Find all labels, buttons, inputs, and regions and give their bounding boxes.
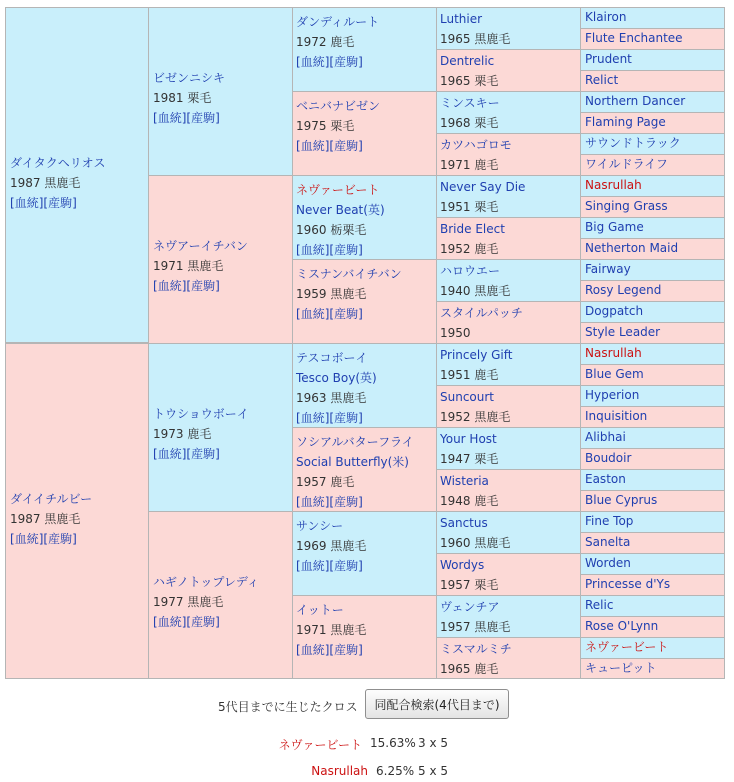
gen4-name[interactable]: ミスマルミチ bbox=[440, 642, 512, 656]
gen1-sire-coat: 黒鹿毛 bbox=[44, 176, 81, 190]
gen4-year: 1971 bbox=[440, 158, 471, 172]
gen4-name[interactable]: カツハゴロモ bbox=[440, 138, 512, 152]
gen5-cell bbox=[580, 217, 725, 239]
gen5-cell bbox=[580, 175, 725, 197]
gen4-cell bbox=[436, 7, 581, 50]
gen4-cell bbox=[436, 469, 581, 512]
gen2-foals-link[interactable]: 産駒 bbox=[191, 279, 216, 293]
gen4-cell bbox=[436, 343, 581, 386]
gen1-dam-year: 1987 bbox=[10, 512, 41, 526]
gen5-name[interactable]: Princesse d'Ys bbox=[585, 577, 671, 591]
gen2-coat: 黒鹿毛 bbox=[187, 595, 224, 609]
gen5-name[interactable]: Worden bbox=[585, 556, 631, 570]
gen4-name[interactable]: Your Host bbox=[440, 432, 497, 446]
gen4-coat: 鹿毛 bbox=[474, 494, 499, 508]
gen5-name-cross[interactable]: ネヴァービート bbox=[585, 640, 669, 654]
gen4-coat: 鹿毛 bbox=[474, 158, 499, 172]
gen5-cell bbox=[580, 112, 725, 134]
gen3-foals-link[interactable]: 産駒 bbox=[334, 643, 359, 657]
cross-label: 5代目までに生じたクロス bbox=[218, 700, 358, 714]
same-breeding-search-button[interactable]: 同配合検索(4代目まで) bbox=[365, 689, 509, 719]
gen4-name[interactable]: Wordys bbox=[440, 558, 485, 572]
gen1-dam-pedigree-link[interactable]: 血統 bbox=[14, 532, 39, 546]
gen3-name[interactable]: サンシー bbox=[296, 519, 344, 533]
gen3-year: 1959 bbox=[296, 287, 327, 301]
gen4-name[interactable]: ハロウエー bbox=[440, 264, 501, 278]
gen3-cell: ミスナンバイチバン 1959 黒鹿毛 [血統][産駒] bbox=[292, 259, 437, 344]
gen5-name[interactable]: Dogpatch bbox=[585, 304, 644, 318]
gen4-cell bbox=[436, 49, 581, 92]
gen5-cell bbox=[580, 259, 725, 281]
gen4-cell bbox=[436, 553, 581, 596]
gen5-cell bbox=[580, 448, 725, 470]
cross-generations: 5 x 5 bbox=[418, 764, 448, 778]
gen4-cell bbox=[436, 595, 581, 638]
gen2-name[interactable]: トウショウボーイ bbox=[153, 407, 249, 421]
gen5-name[interactable]: Blue Gem bbox=[585, 367, 644, 381]
gen3-foals-link[interactable]: 産駒 bbox=[334, 243, 359, 257]
gen2-year: 1973 bbox=[153, 427, 184, 441]
gen4-coat: 黒鹿毛 bbox=[474, 410, 511, 424]
gen3-coat: 鹿毛 bbox=[330, 475, 355, 489]
cross-row bbox=[0, 736, 734, 754]
gen5-cell bbox=[580, 322, 725, 344]
gen5-cell bbox=[580, 637, 725, 659]
gen3-pedigree-link[interactable]: 血統 bbox=[300, 643, 325, 657]
cross-generations: 3 x 5 bbox=[418, 736, 448, 750]
gen4-name[interactable]: スタイルパッチ bbox=[440, 306, 523, 320]
gen3-year: 1972 bbox=[296, 35, 327, 49]
gen5-cell bbox=[580, 301, 725, 323]
gen3-foals-link[interactable]: 産駒 bbox=[334, 307, 359, 321]
gen5-cell bbox=[580, 364, 725, 386]
gen4-name[interactable]: Dentrelic bbox=[440, 54, 495, 68]
gen5-name[interactable]: Klairon bbox=[585, 10, 627, 24]
gen5-cell bbox=[580, 574, 725, 596]
gen3-coat: 鹿毛 bbox=[330, 35, 355, 49]
gen5-name[interactable]: Fine Top bbox=[585, 514, 634, 528]
gen3-name-cross[interactable]: ネヴァービート bbox=[296, 183, 380, 197]
gen3-pedigree-link[interactable]: 血統 bbox=[300, 139, 325, 153]
gen4-coat: 栗毛 bbox=[474, 116, 499, 130]
gen5-name[interactable]: Singing Grass bbox=[585, 199, 668, 213]
gen4-year: 1957 bbox=[440, 578, 471, 592]
gen3-year: 1971 bbox=[296, 623, 327, 637]
gen4-cell bbox=[436, 637, 581, 679]
gen1-sire-foals-link[interactable]: 産駒 bbox=[48, 196, 73, 210]
gen5-cell bbox=[580, 553, 725, 575]
gen5-cell bbox=[580, 238, 725, 260]
gen4-year: 1968 bbox=[440, 116, 471, 130]
gen5-cell bbox=[580, 511, 725, 533]
gen5-name-cross[interactable]: Nasrullah bbox=[585, 346, 642, 360]
gen5-name[interactable]: Relic bbox=[585, 598, 614, 612]
gen4-coat: 栗毛 bbox=[474, 200, 499, 214]
gen5-cell bbox=[580, 469, 725, 491]
gen1-dam-foals-link[interactable]: 産駒 bbox=[48, 532, 73, 546]
gen4-year: 1947 bbox=[440, 452, 471, 466]
gen4-cell bbox=[436, 259, 581, 302]
gen4-year: 1950 bbox=[440, 326, 471, 340]
gen5-cell bbox=[580, 7, 725, 29]
gen4-coat: 栗毛 bbox=[474, 74, 499, 88]
gen3-coat: 黒鹿毛 bbox=[330, 623, 367, 637]
gen2-foals-link[interactable]: 産駒 bbox=[191, 447, 216, 461]
cross-percent: 6.25% bbox=[376, 764, 415, 778]
gen1-dam-name[interactable]: ダイイチルビー bbox=[10, 492, 93, 506]
gen4-coat: 鹿毛 bbox=[474, 368, 499, 382]
gen1-dam-coat: 黒鹿毛 bbox=[44, 512, 81, 526]
gen2-coat: 黒鹿毛 bbox=[187, 259, 224, 273]
gen3-cell: サンシー 1969 黒鹿毛 [血統][産駒] bbox=[292, 511, 437, 596]
gen5-name[interactable]: サウンドトラック bbox=[585, 136, 681, 150]
cross-section bbox=[0, 684, 734, 782]
gen5-cell bbox=[580, 595, 725, 617]
gen4-name[interactable]: Bride Elect bbox=[440, 222, 505, 236]
gen3-cell: ベニバナビゼン 1975 栗毛 [血統][産駒] bbox=[292, 91, 437, 176]
gen4-year: 1940 bbox=[440, 284, 471, 298]
gen2-name[interactable]: ハギノトップレディ bbox=[153, 575, 259, 589]
gen5-cell bbox=[580, 28, 725, 50]
gen2-cell: トウショウボーイ 1973 鹿毛 [血統][産駒] bbox=[148, 343, 293, 512]
gen5-name[interactable]: Flute Enchantee bbox=[585, 31, 683, 45]
gen4-name[interactable]: Wisteria bbox=[440, 474, 489, 488]
gen5-name[interactable]: Easton bbox=[585, 472, 626, 486]
gen2-name[interactable]: ネヴアーイチバン bbox=[153, 239, 248, 253]
gen4-year: 1951 bbox=[440, 200, 471, 214]
gen5-cell bbox=[580, 70, 725, 92]
gen2-pedigree-link[interactable]: 血統 bbox=[157, 615, 182, 629]
gen4-coat: 黒鹿毛 bbox=[474, 536, 511, 550]
gen5-cell bbox=[580, 490, 725, 512]
gen4-cell bbox=[436, 217, 581, 260]
gen5-name[interactable]: Netherton Maid bbox=[585, 241, 679, 255]
gen4-cell bbox=[436, 175, 581, 218]
gen4-name[interactable]: Never Say Die bbox=[440, 180, 526, 194]
gen4-name[interactable]: ミンスキー bbox=[440, 96, 500, 110]
gen3-cell: テスコボーイ Tesco Boy(英) 1963 黒鹿毛 [血統][産駒] bbox=[292, 343, 437, 428]
gen3-coat: 黒鹿毛 bbox=[330, 391, 367, 405]
gen4-cell bbox=[436, 301, 581, 344]
gen4-cell bbox=[436, 427, 581, 470]
gen5-name[interactable]: Inquisition bbox=[585, 409, 648, 423]
gen2-year: 1977 bbox=[153, 595, 184, 609]
gen4-name[interactable]: ヴェンチア bbox=[440, 600, 500, 614]
gen5-name[interactable]: Northern Dancer bbox=[585, 94, 686, 108]
gen4-year: 1960 bbox=[440, 536, 471, 550]
gen2-foals-link[interactable]: 産駒 bbox=[191, 615, 216, 629]
gen5-cell bbox=[580, 406, 725, 428]
gen2-year: 1981 bbox=[153, 91, 184, 105]
gen4-coat: 鹿毛 bbox=[474, 242, 499, 256]
gen4-year: 1952 bbox=[440, 410, 471, 424]
gen5-cell bbox=[580, 49, 725, 71]
gen3-cell: ダンディルート 1972 鹿毛 [血統][産駒] bbox=[292, 7, 437, 92]
gen5-cell bbox=[580, 616, 725, 638]
gen1-sire-cell: ダイタクヘリオス 1987 黒鹿毛 [血統][産駒] bbox=[5, 7, 149, 343]
gen5-name[interactable]: Fairway bbox=[585, 262, 631, 276]
gen5-name[interactable]: Flaming Page bbox=[585, 115, 666, 129]
gen4-name[interactable]: Sanctus bbox=[440, 516, 488, 530]
gen3-coat: 栃栗毛 bbox=[330, 223, 367, 237]
gen5-name[interactable]: ワイルドライフ bbox=[585, 157, 668, 171]
gen5-cell bbox=[580, 343, 725, 365]
gen4-year: 1965 bbox=[440, 662, 471, 676]
gen5-name[interactable]: Sanelta bbox=[585, 535, 631, 549]
gen2-pedigree-link[interactable]: 血統 bbox=[157, 111, 182, 125]
gen3-alt-name[interactable]: Never Beat(英) bbox=[296, 203, 385, 217]
gen5-cell bbox=[580, 154, 725, 176]
gen3-alt-name[interactable]: Social Butterfly(米) bbox=[296, 455, 409, 469]
gen4-cell bbox=[436, 511, 581, 554]
gen4-year: 1952 bbox=[440, 242, 471, 256]
gen3-pedigree-link[interactable]: 血統 bbox=[300, 495, 325, 509]
cross-horse-name[interactable]: Nasrullah bbox=[311, 764, 368, 778]
gen3-pedigree-link[interactable]: 血統 bbox=[300, 559, 325, 573]
gen3-year: 1957 bbox=[296, 475, 327, 489]
gen3-coat: 黒鹿毛 bbox=[330, 539, 367, 553]
gen4-name[interactable]: Princely Gift bbox=[440, 348, 513, 362]
gen3-foals-link[interactable]: 産駒 bbox=[334, 411, 359, 425]
gen3-pedigree-link[interactable]: 血統 bbox=[300, 243, 325, 257]
gen5-name[interactable]: Hyperion bbox=[585, 388, 640, 402]
gen5-cell bbox=[580, 133, 725, 155]
gen4-year: 1957 bbox=[440, 620, 471, 634]
gen3-year: 1960 bbox=[296, 223, 327, 237]
gen5-name-cross[interactable]: Nasrullah bbox=[585, 178, 642, 192]
gen4-year: 1951 bbox=[440, 368, 471, 382]
gen2-foals-link[interactable]: 産駒 bbox=[191, 111, 216, 125]
gen2-pedigree-link[interactable]: 血統 bbox=[157, 447, 182, 461]
gen5-cell bbox=[580, 658, 725, 679]
gen5-name[interactable]: Relict bbox=[585, 73, 619, 87]
gen3-foals-link[interactable]: 産駒 bbox=[334, 495, 359, 509]
gen3-name[interactable]: ミスナンバイチバン bbox=[296, 267, 402, 281]
gen4-cell bbox=[436, 385, 581, 428]
gen4-coat: 黒鹿毛 bbox=[474, 32, 511, 46]
gen3-coat: 黒鹿毛 bbox=[330, 287, 367, 301]
gen3-foals-link[interactable]: 産駒 bbox=[334, 55, 359, 69]
gen5-name[interactable]: キューピット bbox=[585, 661, 657, 675]
gen1-sire-name[interactable]: ダイタクヘリオス bbox=[10, 156, 106, 170]
gen2-cell: ハギノトップレディ 1977 黒鹿毛 [血統][産駒] bbox=[148, 511, 293, 679]
gen2-cell: ネヴアーイチバン 1971 黒鹿毛 [血統][産駒] bbox=[148, 175, 293, 344]
gen3-foals-link[interactable]: 産駒 bbox=[334, 559, 359, 573]
gen5-name[interactable]: Big Game bbox=[585, 220, 644, 234]
gen2-cell: ビゼンニシキ 1981 栗毛 [血統][産駒] bbox=[148, 7, 293, 176]
gen3-cell: ソシアルバターフライ Social Butterfly(米) 1957 鹿毛 [血統][産駒] bbox=[292, 427, 437, 512]
gen3-name[interactable]: ソシアルバターフライ bbox=[296, 435, 414, 449]
gen5-name[interactable]: Rosy Legend bbox=[585, 283, 662, 297]
gen4-name[interactable]: Luthier bbox=[440, 12, 483, 26]
gen3-name[interactable]: イットー bbox=[296, 603, 344, 617]
gen5-cell bbox=[580, 91, 725, 113]
gen3-foals-link[interactable]: 産駒 bbox=[334, 139, 359, 153]
gen5-name[interactable]: Alibhai bbox=[585, 430, 626, 444]
gen4-name[interactable]: Suncourt bbox=[440, 390, 495, 404]
gen1-dam-cell: ダイイチルビー 1987 黒鹿毛 [血統][産駒] bbox=[5, 343, 149, 679]
gen4-coat: 鹿毛 bbox=[474, 662, 499, 676]
gen2-year: 1971 bbox=[153, 259, 184, 273]
gen4-cell bbox=[436, 133, 581, 176]
gen1-sire-year: 1987 bbox=[10, 176, 41, 190]
gen1-sire-pedigree-link[interactable]: 血統 bbox=[14, 196, 39, 210]
gen4-coat: 黒鹿毛 bbox=[474, 284, 511, 298]
gen4-year: 1948 bbox=[440, 494, 471, 508]
cross-percent: 15.63% bbox=[370, 736, 416, 750]
gen5-name[interactable]: Prudent bbox=[585, 52, 632, 66]
gen3-pedigree-link[interactable]: 血統 bbox=[300, 307, 325, 321]
gen5-cell bbox=[580, 532, 725, 554]
gen5-name[interactable]: Style Leader bbox=[585, 325, 661, 339]
gen4-year: 1965 bbox=[440, 32, 471, 46]
gen3-year: 1975 bbox=[296, 119, 327, 133]
cross-horse-name[interactable]: ネヴァービート bbox=[278, 738, 362, 752]
gen3-year: 1963 bbox=[296, 391, 327, 405]
gen5-name[interactable]: Blue Cyprus bbox=[585, 493, 658, 507]
gen4-coat: 栗毛 bbox=[474, 578, 499, 592]
gen3-cell: イットー 1971 黒鹿毛 [血統][産駒] bbox=[292, 595, 437, 679]
gen4-coat: 黒鹿毛 bbox=[474, 620, 511, 634]
gen3-name[interactable]: ベニバナビゼン bbox=[296, 99, 381, 113]
gen3-pedigree-link[interactable]: 血統 bbox=[300, 55, 325, 69]
gen3-year: 1969 bbox=[296, 539, 327, 553]
gen5-cell bbox=[580, 385, 725, 407]
gen5-name[interactable]: Rose O'Lynn bbox=[585, 619, 659, 633]
gen5-cell bbox=[580, 280, 725, 302]
gen4-cell bbox=[436, 91, 581, 134]
gen3-cell: ネヴァービート Never Beat(英) 1960 栃栗毛 [血統][産駒] bbox=[292, 175, 437, 260]
gen3-name[interactable]: ダンディルート bbox=[296, 15, 380, 29]
gen4-year: 1965 bbox=[440, 74, 471, 88]
gen5-cell bbox=[580, 196, 725, 218]
gen2-name[interactable]: ビゼンニシキ bbox=[153, 71, 226, 85]
gen5-cell bbox=[580, 427, 725, 449]
gen2-coat: 栗毛 bbox=[187, 91, 212, 105]
gen3-pedigree-link[interactable]: 血統 bbox=[300, 411, 325, 425]
gen3-name[interactable]: テスコボーイ bbox=[296, 351, 368, 365]
gen4-coat: 栗毛 bbox=[474, 452, 499, 466]
gen2-pedigree-link[interactable]: 血統 bbox=[157, 279, 182, 293]
gen3-coat: 栗毛 bbox=[330, 119, 355, 133]
gen2-coat: 鹿毛 bbox=[187, 427, 212, 441]
cross-row bbox=[0, 764, 734, 782]
gen5-name[interactable]: Boudoir bbox=[585, 451, 632, 465]
pedigree-table bbox=[5, 7, 725, 679]
gen3-alt-name[interactable]: Tesco Boy(英) bbox=[296, 371, 377, 385]
